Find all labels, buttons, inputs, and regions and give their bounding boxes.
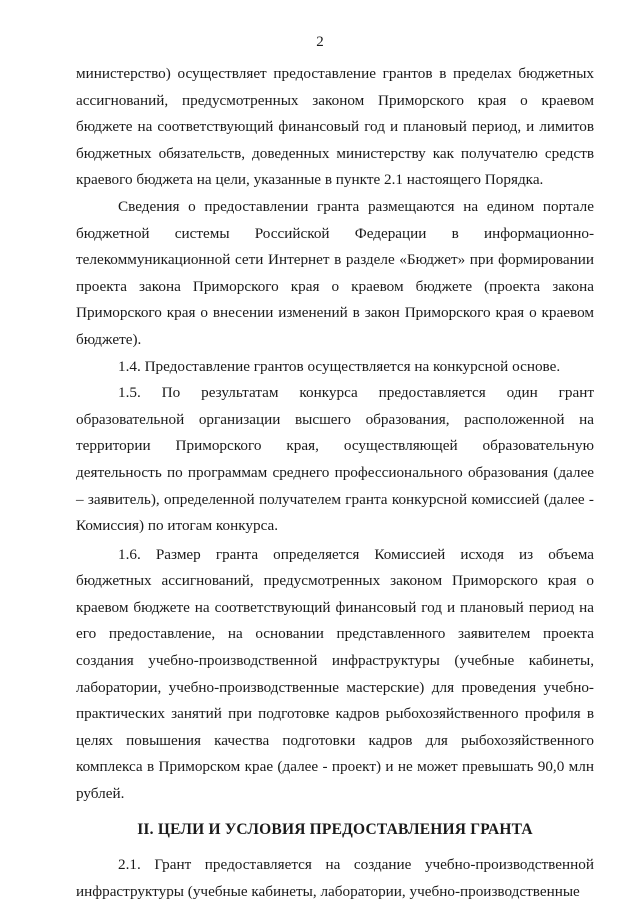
paragraph-1-5: 1.5. По результатам конкурса предоставляется один грант образовательной организации высшего образования, расположенной на территории Приморского края, осуществляющей образовательную деятельность по программам среднего профессионального образования (далее – заявитель), определенной получателем гранта конкурсной комиссией (далее - Комиссия) по итогам конкурса. [76, 384, 594, 535]
section-heading: II. ЦЕЛИ И УСЛОВИЯ ПРЕДОСТАВЛЕНИЯ ГРАНТА [137, 820, 533, 838]
page-number: 2 [316, 34, 324, 50]
paragraph-2-1: 2.1. Грант предоставляется на создание учебно-производственной инфраструктуры (учебные кабинеты, лаборатории, учебно-производственные [76, 856, 594, 900]
paragraph-continuation: министерство) осуществляет предоставление грантов в пределах бюджетных ассигнований, предусмотренных законом Приморского края о краевом бюджете на соответствующий финансовый год и плановый период, и лимитов бюджетных обязательств, доведенных министерству как получателю средств краевого бюджета на цели, указанные в пункте 2.1 настоящего Порядка. [76, 65, 594, 189]
paragraph-1-4: 1.4. Предоставление грантов осуществляется на конкурсной основе. [118, 357, 561, 375]
document-body [76, 61, 594, 905]
paragraph-1-6: 1.6. Размер гранта определяется Комиссией исходя из объема бюджетных ассигнований, предусмотренных законом Приморского края о краевом бюджете на соответствующий финансовый год и плановый период на его предоставление, на основании представленного заявителем проекта создания учебно-производственной инфраструктуры (учебные кабинеты, лаборатории, учебно-производственные мастерские) для проведения учебно-практических занятий при подготовке кадров рыбохозяйственного профиля в целях повышения качества подготовки кадров для рыбохозяйственного комплекса в Приморском крае (далее - проект) и не может превышать 90,0 млн рублей. [76, 545, 594, 803]
paragraph-budget-portal-info: Сведения о предоставлении гранта размещаются на едином портале бюджетной системы Российской Федерации в информационно-телекоммуникационной сети Интернет в разделе «Бюджет» при формировании проекта закона Приморского края о краевом бюджете (проекта закона Приморского края о внесении изменений в закон Приморского края о краевом бюджете). [76, 197, 594, 348]
